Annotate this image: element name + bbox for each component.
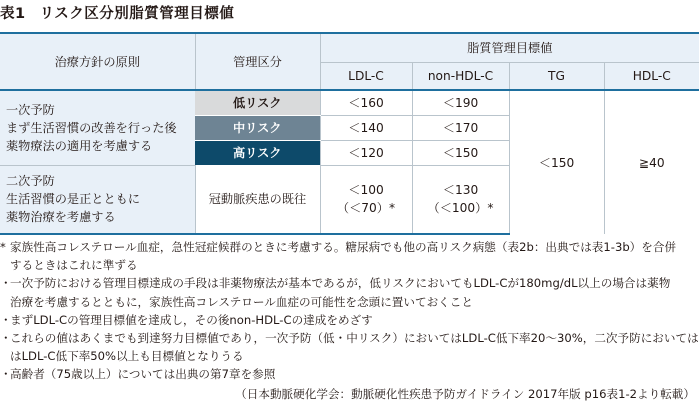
footnote-ldl-first — [0, 311, 699, 329]
footnote-line: これらの値はあくまでも到達努力目標値であり，一次予防（低・中リスク）においてはLDL-C低下率20～30%，二次予防においては — [10, 331, 699, 346]
primary-prevention-desc-1: まず生活習慣の改善を行った後 — [6, 120, 177, 135]
table-title-text: リスク区分別脂質管理目標値 — [39, 6, 235, 22]
footnote-mark: ・ — [0, 276, 12, 291]
nonhdl-low: ＜190 — [412, 90, 509, 115]
footnote-line: 治療を考慮するとともに，家族性高コレステロール血症の可能性を念頭に置いておくこと — [10, 294, 473, 309]
header-lipid-targets: 脂質管理目標値 — [320, 33, 699, 62]
nonhdl-secondary-value: ＜130 — [442, 183, 479, 198]
source-citation: （日本動脈硬化学会：動脈硬化性疾患予防ガイドライン 2017年版 p16表1-2より転載） — [235, 387, 695, 401]
ldl-high: ＜120 — [320, 140, 412, 165]
tg-value: ＜150 — [509, 90, 604, 234]
footnote-elderly — [0, 365, 699, 383]
footnote-target-values — [0, 329, 699, 365]
footnote-line: 高齢者（75歳以上）については出典の第7章を参照 — [10, 367, 276, 382]
nonhdl-secondary — [412, 165, 509, 234]
primary-prevention-cell — [0, 90, 195, 165]
footnote-mark: * — [0, 240, 6, 254]
ldl-low: ＜160 — [320, 90, 412, 115]
footnote-line: 一次予防における管理目標達成の手段は非薬物療法が基本であるが，低リスクにおいてもLDL-Cが180mg/dL以上の場合は薬物 — [10, 276, 671, 291]
risk-high-cell: 高リスク — [195, 140, 320, 165]
header-non-hdl-c: non-HDL-C — [412, 62, 509, 90]
secondary-prevention-label: 二次予防 — [6, 174, 55, 189]
secondary-category-cell: 冠動脈疾患の既往 — [195, 165, 320, 234]
ldl-mid: ＜140 — [320, 115, 412, 140]
secondary-prevention-desc-1: 生活習慣の是正とともに — [6, 192, 141, 207]
footnotes — [0, 238, 699, 384]
risk-low-cell: 低リスク — [195, 90, 320, 115]
table-number: 表1 — [0, 6, 26, 22]
header-hdl-c: HDL-C — [604, 62, 699, 90]
footnote-line: はLDL-C低下率50%以上も目標値となりうる — [10, 349, 244, 364]
secondary-prevention-cell — [0, 165, 195, 234]
footnote-primary-prevention — [0, 274, 699, 310]
secondary-prevention-desc-2: 薬物治療を考慮する — [6, 210, 116, 225]
primary-prevention-label: 一次予防 — [6, 102, 55, 117]
header-category: 管理区分 — [195, 33, 320, 90]
footnote-line: 家族性高コレステロール血症，急性冠症候群のときに考慮する。糖尿病でも他の高リスク病態（表2b：出典では表1-3b）を合併 — [10, 240, 677, 254]
table-title — [0, 2, 234, 23]
header-ldl-c: LDL-C — [320, 62, 412, 90]
risk-mid-cell: 中リスク — [195, 115, 320, 140]
hdl-value: ≧40 — [604, 90, 699, 234]
footnote-line: するときはこれに準ずる — [10, 258, 138, 273]
ldl-secondary-conditional: （＜70）* — [336, 201, 396, 216]
primary-prevention-desc-2: 薬物療法の適用を考慮する — [6, 138, 153, 153]
footnote-mark: ・ — [0, 312, 12, 327]
nonhdl-secondary-conditional: （＜100）* — [427, 201, 494, 216]
ldl-secondary — [320, 165, 412, 234]
nonhdl-mid: ＜170 — [412, 115, 509, 140]
footnote-mark: ・ — [0, 367, 12, 382]
footnote-line: まずLDL-Cの管理目標値を達成し，その後non-HDL-Cの達成をめざす — [10, 312, 373, 327]
header-principle: 治療方針の原則 — [0, 33, 195, 90]
header-tg: TG — [509, 62, 604, 90]
footnote-mark: ・ — [0, 331, 12, 346]
ldl-secondary-value: ＜100 — [348, 183, 384, 198]
nonhdl-high: ＜150 — [412, 140, 509, 165]
footnote-asterisk — [0, 238, 699, 274]
lipid-target-table — [0, 32, 699, 235]
